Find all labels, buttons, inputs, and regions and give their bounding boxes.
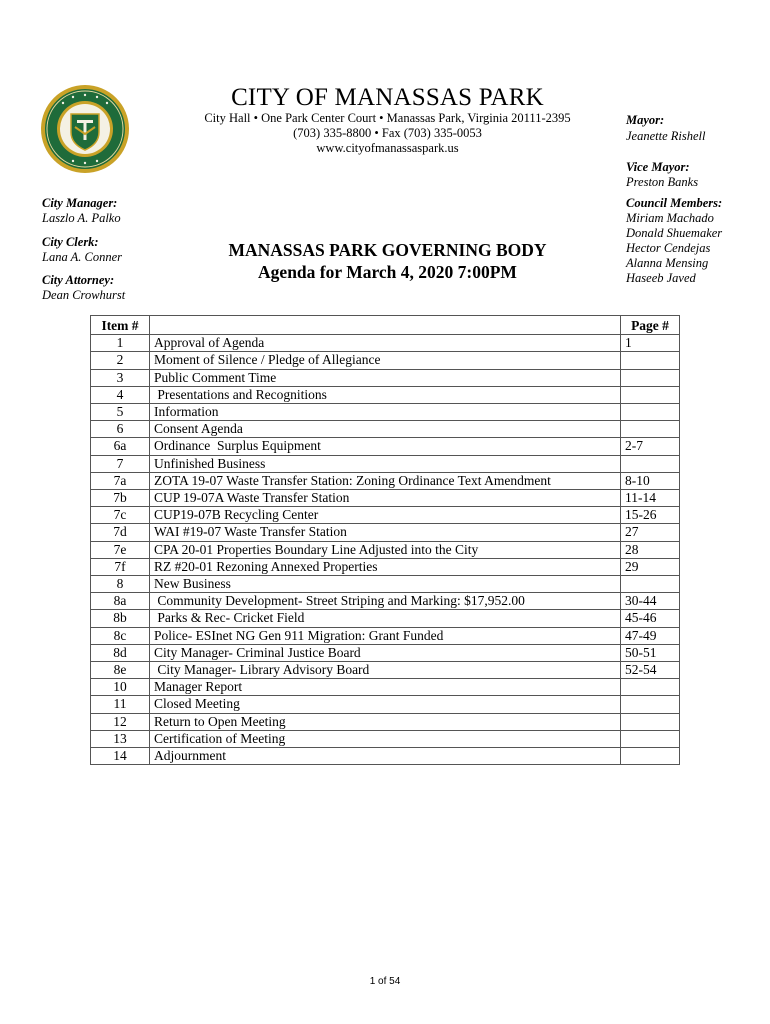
agenda-item-page: 29 [621,558,680,575]
agenda-item-description: Consent Agenda [150,421,621,438]
agenda-item-page: 52-54 [621,662,680,679]
council-members-label: Council Members: [626,196,723,210]
phone-fax-line: (703) 335-8800 • Fax (703) 335-0053 [293,126,482,140]
table-row [91,679,680,696]
table-row [91,644,680,661]
agenda-item-description: Moment of Silence / Pledge of Allegiance [150,352,621,369]
agenda-item-number: 2 [91,352,150,369]
table-row [91,593,680,610]
agenda-item-number: 12 [91,713,150,730]
agenda-item-description: Closed Meeting [150,696,621,713]
table-row [91,713,680,730]
agenda-item-description: WAI #19-07 Waste Transfer Station [150,524,621,541]
council-member: Donald Shuemaker [626,226,723,240]
council-member: Haseeb Javed [626,271,696,285]
address-line: City Hall • One Park Center Court • Manassas Park, Virginia 20111-2395 [204,111,571,125]
agenda-item-description: Approval of Agenda [150,335,621,352]
agenda-item-page [621,352,680,369]
table-row [91,696,680,713]
governing-body-title: MANASSAS PARK GOVERNING BODY [228,240,547,260]
table-row [91,438,680,455]
agenda-item-number: 7d [91,524,150,541]
agenda-item-number: 7 [91,455,150,472]
agenda-item-page: 2-7 [621,438,680,455]
agenda-item-description: Unfinished Business [150,455,621,472]
agenda-item-number: 7e [91,541,150,558]
page-column-header: Page # [621,316,680,335]
table-row [91,352,680,369]
table-row [91,369,680,386]
description-column-header [150,316,621,335]
table-row [91,335,680,352]
agenda-item-page [621,696,680,713]
agenda-item-description: CUP19-07B Recycling Center [150,507,621,524]
table-row [91,507,680,524]
agenda-item-page: 15-26 [621,507,680,524]
agenda-item-page [621,576,680,593]
agenda-item-page [621,455,680,472]
agenda-item-description: Information [150,404,621,421]
agenda-item-page [621,713,680,730]
agenda-item-description: Public Comment Time [150,369,621,386]
council-member: Alanna Mensing [626,256,709,270]
agenda-item-description: CPA 20-01 Properties Boundary Line Adjusted into the City [150,541,621,558]
agenda-item-number: 11 [91,696,150,713]
city-attorney-name: Dean Crowhurst [42,288,126,302]
agenda-item-description: City Manager- Library Advisory Board [150,662,621,679]
agenda-item-description: ZOTA 19-07 Waste Transfer Station: Zoning Ordinance Text Amendment [150,472,621,489]
agenda-item-description: RZ #20-01 Rezoning Annexed Properties [150,558,621,575]
mayor-label: Mayor: [626,113,665,127]
table-row [91,627,680,644]
city-manager-name: Laszlo A. Palko [42,211,121,225]
agenda-item-number: 10 [91,679,150,696]
agenda-item-page: 11-14 [621,490,680,507]
agenda-item-number: 14 [91,748,150,765]
council-member: Hector Cendejas [626,241,711,255]
city-seal-logo-icon [40,84,130,174]
agenda-date-title: Agenda for March 4, 2020 7:00PM [258,262,517,282]
agenda-item-number: 8e [91,662,150,679]
agenda-item-number: 6a [91,438,150,455]
vice-mayor-label: Vice Mayor: [626,160,690,174]
agenda-item-number: 8b [91,610,150,627]
agenda-item-number: 8d [91,644,150,661]
table-row [91,748,680,765]
city-name-title: CITY OF MANASSAS PARK [231,84,544,111]
agenda-item-page [621,386,680,403]
city-clerk-name: Lana A. Conner [42,250,122,264]
table-row [91,730,680,747]
agenda-item-description: New Business [150,576,621,593]
table-row [91,386,680,403]
agenda-item-number: 8c [91,627,150,644]
city-attorney-label: City Attorney: [42,273,115,287]
agenda-item-description: Presentations and Recognitions [150,386,621,403]
table-row [91,490,680,507]
agenda-item-description: Certification of Meeting [150,730,621,747]
agenda-table-body [91,335,680,765]
agenda-item-page [621,421,680,438]
agenda-item-page: 8-10 [621,472,680,489]
agenda-item-page [621,730,680,747]
city-manager-label: City Manager: [42,196,118,210]
agenda-item-number: 5 [91,404,150,421]
agenda-item-number: 1 [91,335,150,352]
agenda-item-number: 7a [91,472,150,489]
agenda-item-page: 1 [621,335,680,352]
table-row [91,576,680,593]
agenda-item-description: Police- ESInet NG Gen 911 Migration: Grant Funded [150,627,621,644]
agenda-item-number: 13 [91,730,150,747]
mayor-name: Jeanette Rishell [626,129,706,143]
agenda-item-number: 8 [91,576,150,593]
agenda-item-number: 7c [91,507,150,524]
vice-mayor-name: Preston Banks [626,175,699,189]
agenda-item-page: 30-44 [621,593,680,610]
agenda-item-page: 28 [621,541,680,558]
agenda-item-number: 4 [91,386,150,403]
agenda-item-description: Manager Report [150,679,621,696]
agenda-item-description: Adjournment [150,748,621,765]
page-indicator: 1 of 54 [369,976,401,987]
item-column-header: Item # [91,316,150,335]
table-header-row [91,316,680,335]
table-row [91,541,680,558]
agenda-item-page [621,679,680,696]
agenda-item-description: Return to Open Meeting [150,713,621,730]
agenda-table [90,315,680,765]
agenda-item-page: 27 [621,524,680,541]
agenda-item-number: 3 [91,369,150,386]
website-link[interactable]: www.cityofmanassaspark.us [316,141,459,155]
agenda-item-number: 7f [91,558,150,575]
agenda-item-page [621,748,680,765]
agenda-item-number: 6 [91,421,150,438]
council-member: Miriam Machado [626,211,714,225]
agenda-item-page: 47-49 [621,627,680,644]
agenda-item-description: Parks & Rec- Cricket Field [150,610,621,627]
table-row [91,404,680,421]
agenda-item-number: 8a [91,593,150,610]
table-row [91,558,680,575]
table-row [91,662,680,679]
table-row [91,421,680,438]
agenda-item-description: City Manager- Criminal Justice Board [150,644,621,661]
agenda-item-description: CUP 19-07A Waste Transfer Station [150,490,621,507]
agenda-item-page: 50-51 [621,644,680,661]
agenda-item-page: 45-46 [621,610,680,627]
table-row [91,524,680,541]
table-row [91,472,680,489]
agenda-item-description: Community Development- Street Striping and Marking: $17,952.00 [150,593,621,610]
table-row [91,610,680,627]
agenda-item-page [621,369,680,386]
agenda-item-page [621,404,680,421]
city-clerk-label: City Clerk: [42,235,99,249]
agenda-item-number: 7b [91,490,150,507]
agenda-item-description: Ordinance Surplus Equipment [150,438,621,455]
table-row [91,455,680,472]
